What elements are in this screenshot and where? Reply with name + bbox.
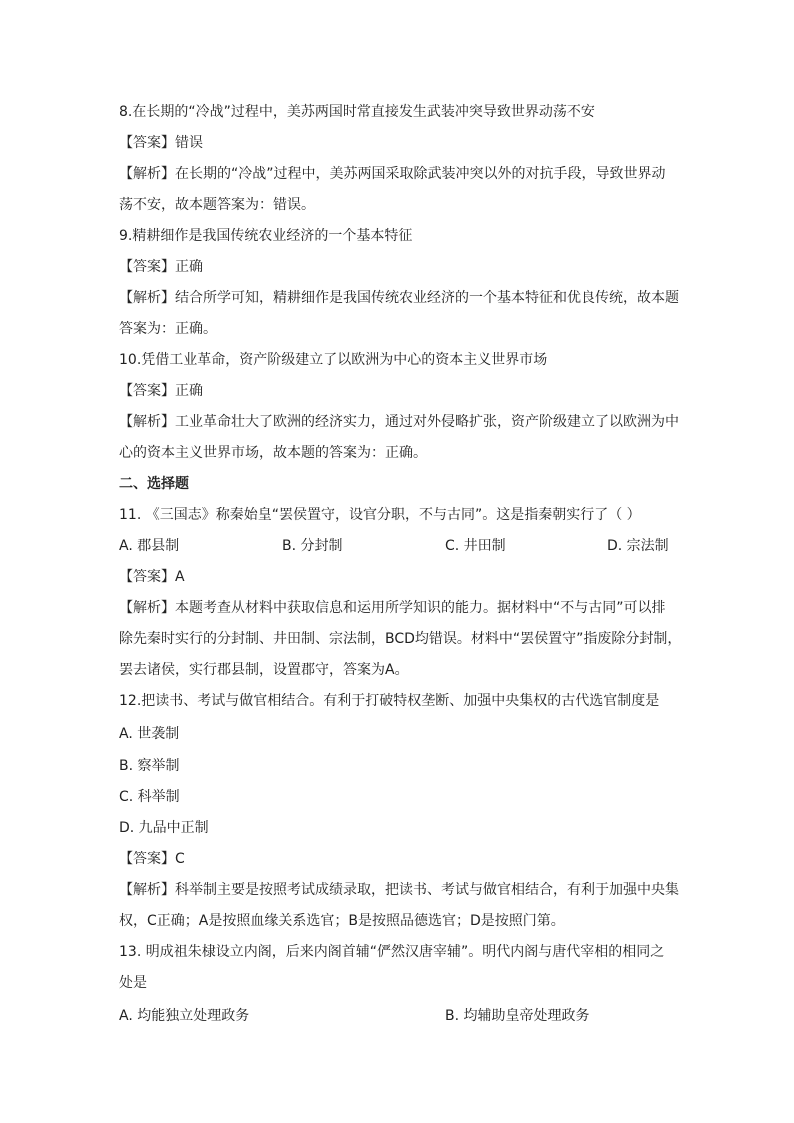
answer-9: 【答案】正确 <box>119 259 203 275</box>
question-11: 11. 《三国志》称秦始皇“罢侯置守，设官分职，不与古同”。这是指秦朝实行了（ ） <box>119 507 641 523</box>
question-10: 10.凭借工业革命，资产阶级建立了以欧洲为中心的资本主义世界市场 <box>119 352 548 368</box>
section-heading: 二、选择题 <box>119 476 189 492</box>
question-12-option-d: D. 九品中正制 <box>119 820 209 836</box>
analysis-12-line-1: 【解析】科举制主要是按照考试成绩录取，把读书、考试与做官相结合，有利于加强中央集 <box>119 882 679 898</box>
analysis-11-line-1: 【解析】本题考查从材料中获取信息和运用所学知识的能力。据材料中“不与古同”可以排 <box>119 600 666 616</box>
question-11-option-d: D. 宗法制 <box>607 538 669 554</box>
analysis-8-line-2: 荡不安，故本题答案为：错误。 <box>119 197 315 213</box>
answer-8: 【答案】错误 <box>119 135 203 151</box>
answer-12: 【答案】C <box>119 851 185 867</box>
answer-11: 【答案】A <box>119 569 185 585</box>
question-12-option-c: C. 科举制 <box>119 789 180 805</box>
question-11-option-c: C. 井田制 <box>445 538 506 554</box>
question-11-option-a: A. 郡县制 <box>119 538 180 554</box>
analysis-8-line-1: 【解析】在长期的“冷战”过程中，美苏两国采取除武装冲突以外的对抗手段，导致世界动 <box>119 166 666 182</box>
question-12: 12.把读书、考试与做官相结合。有利于打破特权垄断、加强中央集权的古代选官制度是 <box>119 693 660 709</box>
analysis-9-line-1: 【解析】结合所学可知，精耕细作是我国传统农业经济的一个基本特征和优良传统，故本题 <box>119 290 679 306</box>
question-13-line-1: 13. 明成祖朱棣设立内阁，后来内阁首辅“俨然汉唐宰辅”。明代内阁与唐代宰相的相同之 <box>119 944 665 960</box>
question-13-line-2: 处是 <box>119 975 147 991</box>
question-8: 8.在长期的“冷战”过程中，美苏两国时常直接发生武装冲突导致世界动荡不安 <box>119 104 595 120</box>
analysis-11-line-2: 除先秦时实行的分封制、井田制、宗法制，BCD均错误。材料中“罢侯置守”指废除分封制， <box>119 631 682 647</box>
question-12-option-a: A. 世袭制 <box>119 726 180 742</box>
question-11-option-b: B. 分封制 <box>282 538 343 554</box>
answer-10: 【答案】正确 <box>119 383 203 399</box>
question-13-option-b: B. 均辅助皇帝处理政务 <box>445 1008 590 1024</box>
analysis-10-line-1: 【解析】工业革命壮大了欧洲的经济实力，通过对外侵略扩张，资产阶级建立了以欧洲为中 <box>119 414 679 430</box>
question-12-option-b: B. 察举制 <box>119 758 180 774</box>
analysis-10-line-2: 心的资本主义世界市场，故本题的答案为：正确。 <box>119 445 427 461</box>
analysis-9-line-2: 答案为：正确。 <box>119 321 217 337</box>
question-13-option-a: A. 均能独立处理政务 <box>119 1008 250 1024</box>
analysis-11-line-3: 罢去诸侯，实行郡县制，设置郡守，答案为A。 <box>119 662 409 678</box>
question-9: 9.精耕细作是我国传统农业经济的一个基本特征 <box>119 228 413 244</box>
analysis-12-line-2: 权，C正确；A是按照血缘关系选官；B是按照品德选官；D是按照门第。 <box>119 913 565 929</box>
